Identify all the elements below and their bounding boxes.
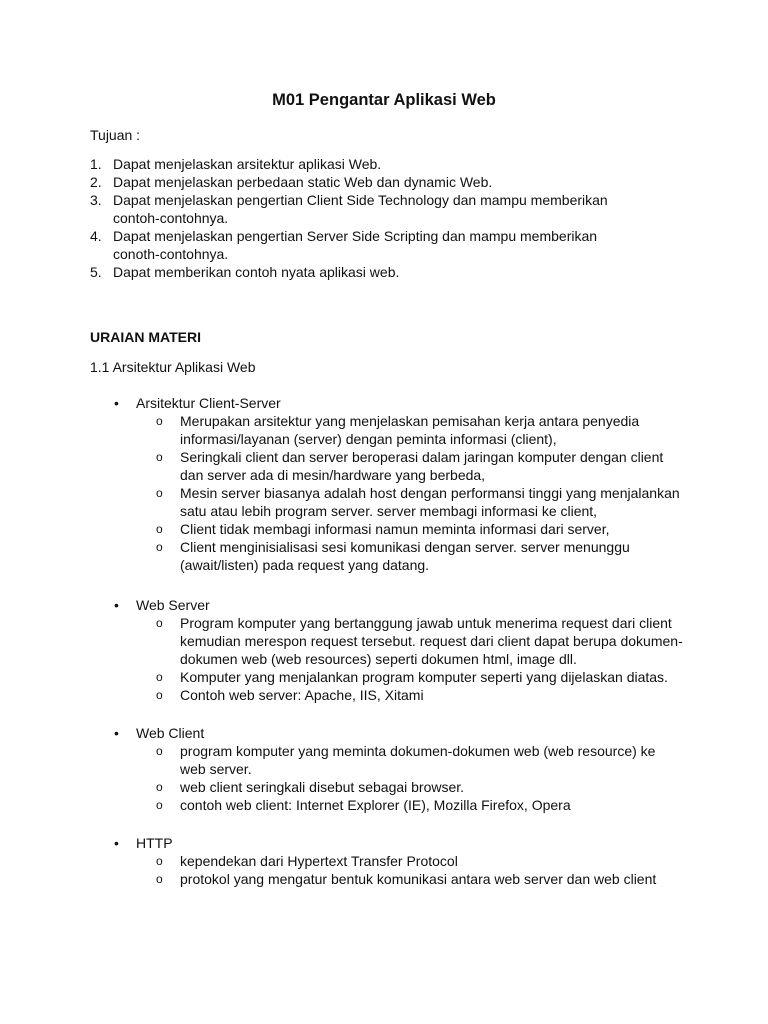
bullet-section-web-server — [90, 596, 690, 704]
bullet-item — [90, 834, 690, 852]
sub-list-item — [156, 870, 690, 888]
subsection-title: 1.1 Arsitektur Aplikasi Web — [90, 359, 256, 375]
sub-item-text: Seringkali client dan server beroperasi dalam jaringan komputer dengan client dan server ada di mesin/hardware yang berbeda, — [180, 449, 664, 483]
sub-list — [90, 614, 690, 704]
sub-item-text: contoh web client: Internet Explorer (IE), Mozilla Firefox, Opera — [180, 797, 571, 813]
sub-bullet: o — [156, 854, 163, 868]
sub-bullet: o — [156, 798, 163, 812]
sub-item-text: Merupakan arsitektur yang menjelaskan pemisahan kerja antara penyedia informasi/layanan (server) dengan peminta informasi (client), — [180, 413, 640, 447]
sub-item-text: Client tidak membagi informasi namun meminta informasi dari server, — [180, 521, 610, 537]
bullet-label: HTTP — [136, 835, 173, 851]
bullet-label: Web Client — [136, 725, 205, 741]
objectives-label: Tujuan : — [90, 127, 141, 143]
sub-bullet: o — [156, 670, 163, 684]
bullet-dot: • — [114, 395, 119, 411]
bullet-label: Arsitektur Client-Server — [136, 395, 281, 411]
sub-bullet: o — [156, 522, 163, 536]
sub-list — [90, 412, 680, 574]
list-item-text: Dapat memberikan contoh nyata aplikasi web. — [113, 264, 400, 280]
sub-item-text: web client seringkali disebut sebagai browser. — [180, 779, 465, 795]
sub-list-item — [156, 778, 670, 796]
bullet-section-web-client — [90, 724, 690, 814]
sub-list-item — [156, 742, 670, 778]
sub-list-item — [156, 412, 680, 448]
list-item-text: Dapat menjelaskan arsitektur aplikasi Web. — [113, 156, 382, 172]
sub-item-text: Client menginisialisasi sesi komunikasi dengan server. server menunggu (await/listen) pada request yang datang. — [180, 539, 630, 573]
sub-bullet: o — [156, 450, 163, 464]
sub-item-text: Komputer yang menjalankan program komputer seperti yang dijelaskan diatas. — [180, 669, 668, 685]
sub-list-item — [156, 668, 690, 686]
list-number: 4. — [90, 228, 102, 244]
sub-bullet: o — [156, 744, 163, 758]
list-item — [90, 227, 643, 263]
objectives-list — [90, 155, 680, 281]
list-item — [90, 155, 673, 173]
bullet-section-http — [90, 834, 690, 888]
sub-list-item — [156, 538, 680, 574]
sub-item-text: program komputer yang meminta dokumen-dokumen web (web resource) ke web server. — [180, 743, 656, 777]
sub-list-item — [156, 484, 680, 520]
sub-bullet: o — [156, 780, 163, 794]
list-number: 3. — [90, 192, 102, 208]
sub-list-item — [156, 448, 680, 484]
sub-list-item — [156, 614, 690, 668]
list-item-text: Dapat menjelaskan pengertian Client Side Technology dan mampu memberikan contoh-contohnya. — [113, 192, 608, 226]
sub-bullet: o — [156, 688, 163, 702]
sub-list-item — [156, 520, 680, 538]
bullet-section-client-server — [90, 394, 690, 574]
page-title: M01 Pengantar Aplikasi Web — [272, 91, 496, 109]
bullet-dot: • — [114, 835, 119, 851]
sub-item-text: Contoh web server: Apache, IIS, Xitami — [180, 687, 424, 703]
sub-list-item — [156, 686, 690, 704]
sub-bullet: o — [156, 414, 163, 428]
sub-list-item — [156, 852, 690, 870]
list-item-text: Dapat menjelaskan perbedaan static Web dan dynamic Web. — [113, 174, 493, 190]
section-heading: URAIAN MATERI — [90, 329, 201, 345]
bullet-dot: • — [114, 597, 119, 613]
list-number: 2. — [90, 174, 102, 190]
sub-bullet: o — [156, 486, 163, 500]
sub-item-text: Mesin server biasanya adalah host dengan performansi tinggi yang menjalankan satu atau lebih program server. server membagi informasi ke client, — [180, 485, 680, 519]
bullet-dot: • — [114, 725, 119, 741]
list-item — [90, 191, 653, 227]
sub-item-text: Program komputer yang bertanggung jawab untuk menerima request dari client kemudian merespon request tersebut. request dari client dapat berupa dokumen-dokumen web (web resources) seperti dokumen html, image dll. — [180, 615, 683, 667]
sub-item-text: kependekan dari Hypertext Transfer Protocol — [180, 853, 458, 869]
sub-bullet: o — [156, 872, 163, 886]
bullet-item — [90, 724, 690, 742]
list-number: 5. — [90, 264, 102, 280]
sub-list-item — [156, 796, 670, 814]
list-item — [90, 263, 673, 281]
list-item — [90, 173, 673, 191]
sub-list — [90, 852, 690, 888]
sub-item-text: protokol yang mengatur bentuk komunikasi antara web server dan web client — [180, 871, 657, 887]
list-item-text: Dapat menjelaskan pengertian Server Side Scripting dan mampu memberikan conoth-contohnya. — [113, 228, 598, 262]
list-number: 1. — [90, 156, 102, 172]
sub-bullet: o — [156, 616, 163, 630]
sub-bullet: o — [156, 540, 163, 554]
bullet-item — [90, 596, 690, 614]
bullet-label: Web Server — [136, 597, 210, 613]
bullet-item — [90, 394, 690, 412]
sub-list — [90, 742, 670, 814]
